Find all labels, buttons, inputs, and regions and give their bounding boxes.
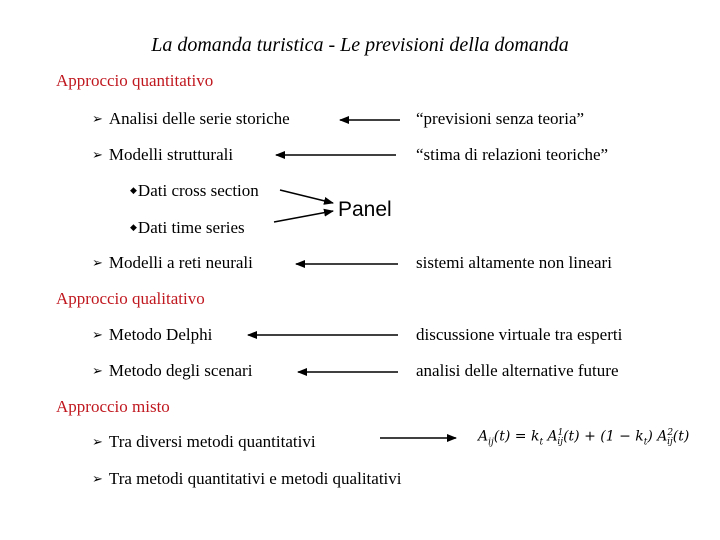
note-future-alternatives: analisi delle alternative future bbox=[416, 361, 619, 380]
note-nonlinear: sistemi altamente non lineari bbox=[416, 253, 612, 272]
item-label: Analisi delle serie storiche bbox=[108, 109, 290, 128]
arrow-bullet-icon: ➢ bbox=[92, 256, 103, 271]
diamond-bullet-icon: ◆ bbox=[130, 186, 137, 196]
item-label: Tra diversi metodi quantitativi bbox=[108, 432, 316, 451]
section-heading-quantitative: Approccio quantitativo bbox=[56, 71, 214, 90]
note-no-theory: “previsioni senza teoria” bbox=[416, 109, 585, 128]
item-label: Modelli strutturali bbox=[108, 145, 234, 164]
section-heading-qualitative: Approccio qualitativo bbox=[56, 289, 205, 308]
note-virtual-discussion: discussione virtuale tra esperti bbox=[416, 325, 623, 344]
item-label: Tra metodi quantitativi e metodi qualitativi bbox=[108, 469, 402, 488]
page-title: La domanda turistica - Le previsioni della domanda bbox=[151, 34, 569, 56]
arrow-bullet-icon: ➢ bbox=[92, 148, 103, 163]
sub-item-label: Dati cross section bbox=[137, 181, 259, 200]
diamond-bullet-icon: ◆ bbox=[130, 223, 137, 233]
item-label: Metodo Delphi bbox=[108, 325, 213, 344]
section-heading-mixed: Approccio misto bbox=[56, 397, 170, 416]
arrow-time-series-sub bbox=[274, 211, 333, 222]
arrow-bullet-icon: ➢ bbox=[92, 472, 103, 487]
sub-item-label: Dati time series bbox=[137, 218, 245, 237]
arrow-cross-section bbox=[280, 190, 333, 203]
arrow-bullet-icon: ➢ bbox=[92, 328, 103, 343]
combination-formula: $A_{ij}(t) = k_t$ $A^1_{ij}(t) + (1 - k_t)$ $A^2_{ij}(t)$ bbox=[478, 428, 690, 448]
arrow-bullet-icon: ➢ bbox=[92, 364, 103, 379]
arrow-bullet-icon: ➢ bbox=[92, 435, 103, 450]
item-label: Modelli a reti neurali bbox=[108, 253, 253, 272]
note-theory-relations: “stima di relazioni teoriche” bbox=[416, 145, 609, 164]
panel-label: Panel bbox=[338, 198, 392, 221]
arrow-bullet-icon: ➢ bbox=[92, 112, 103, 127]
item-label: Metodo degli scenari bbox=[108, 361, 253, 380]
